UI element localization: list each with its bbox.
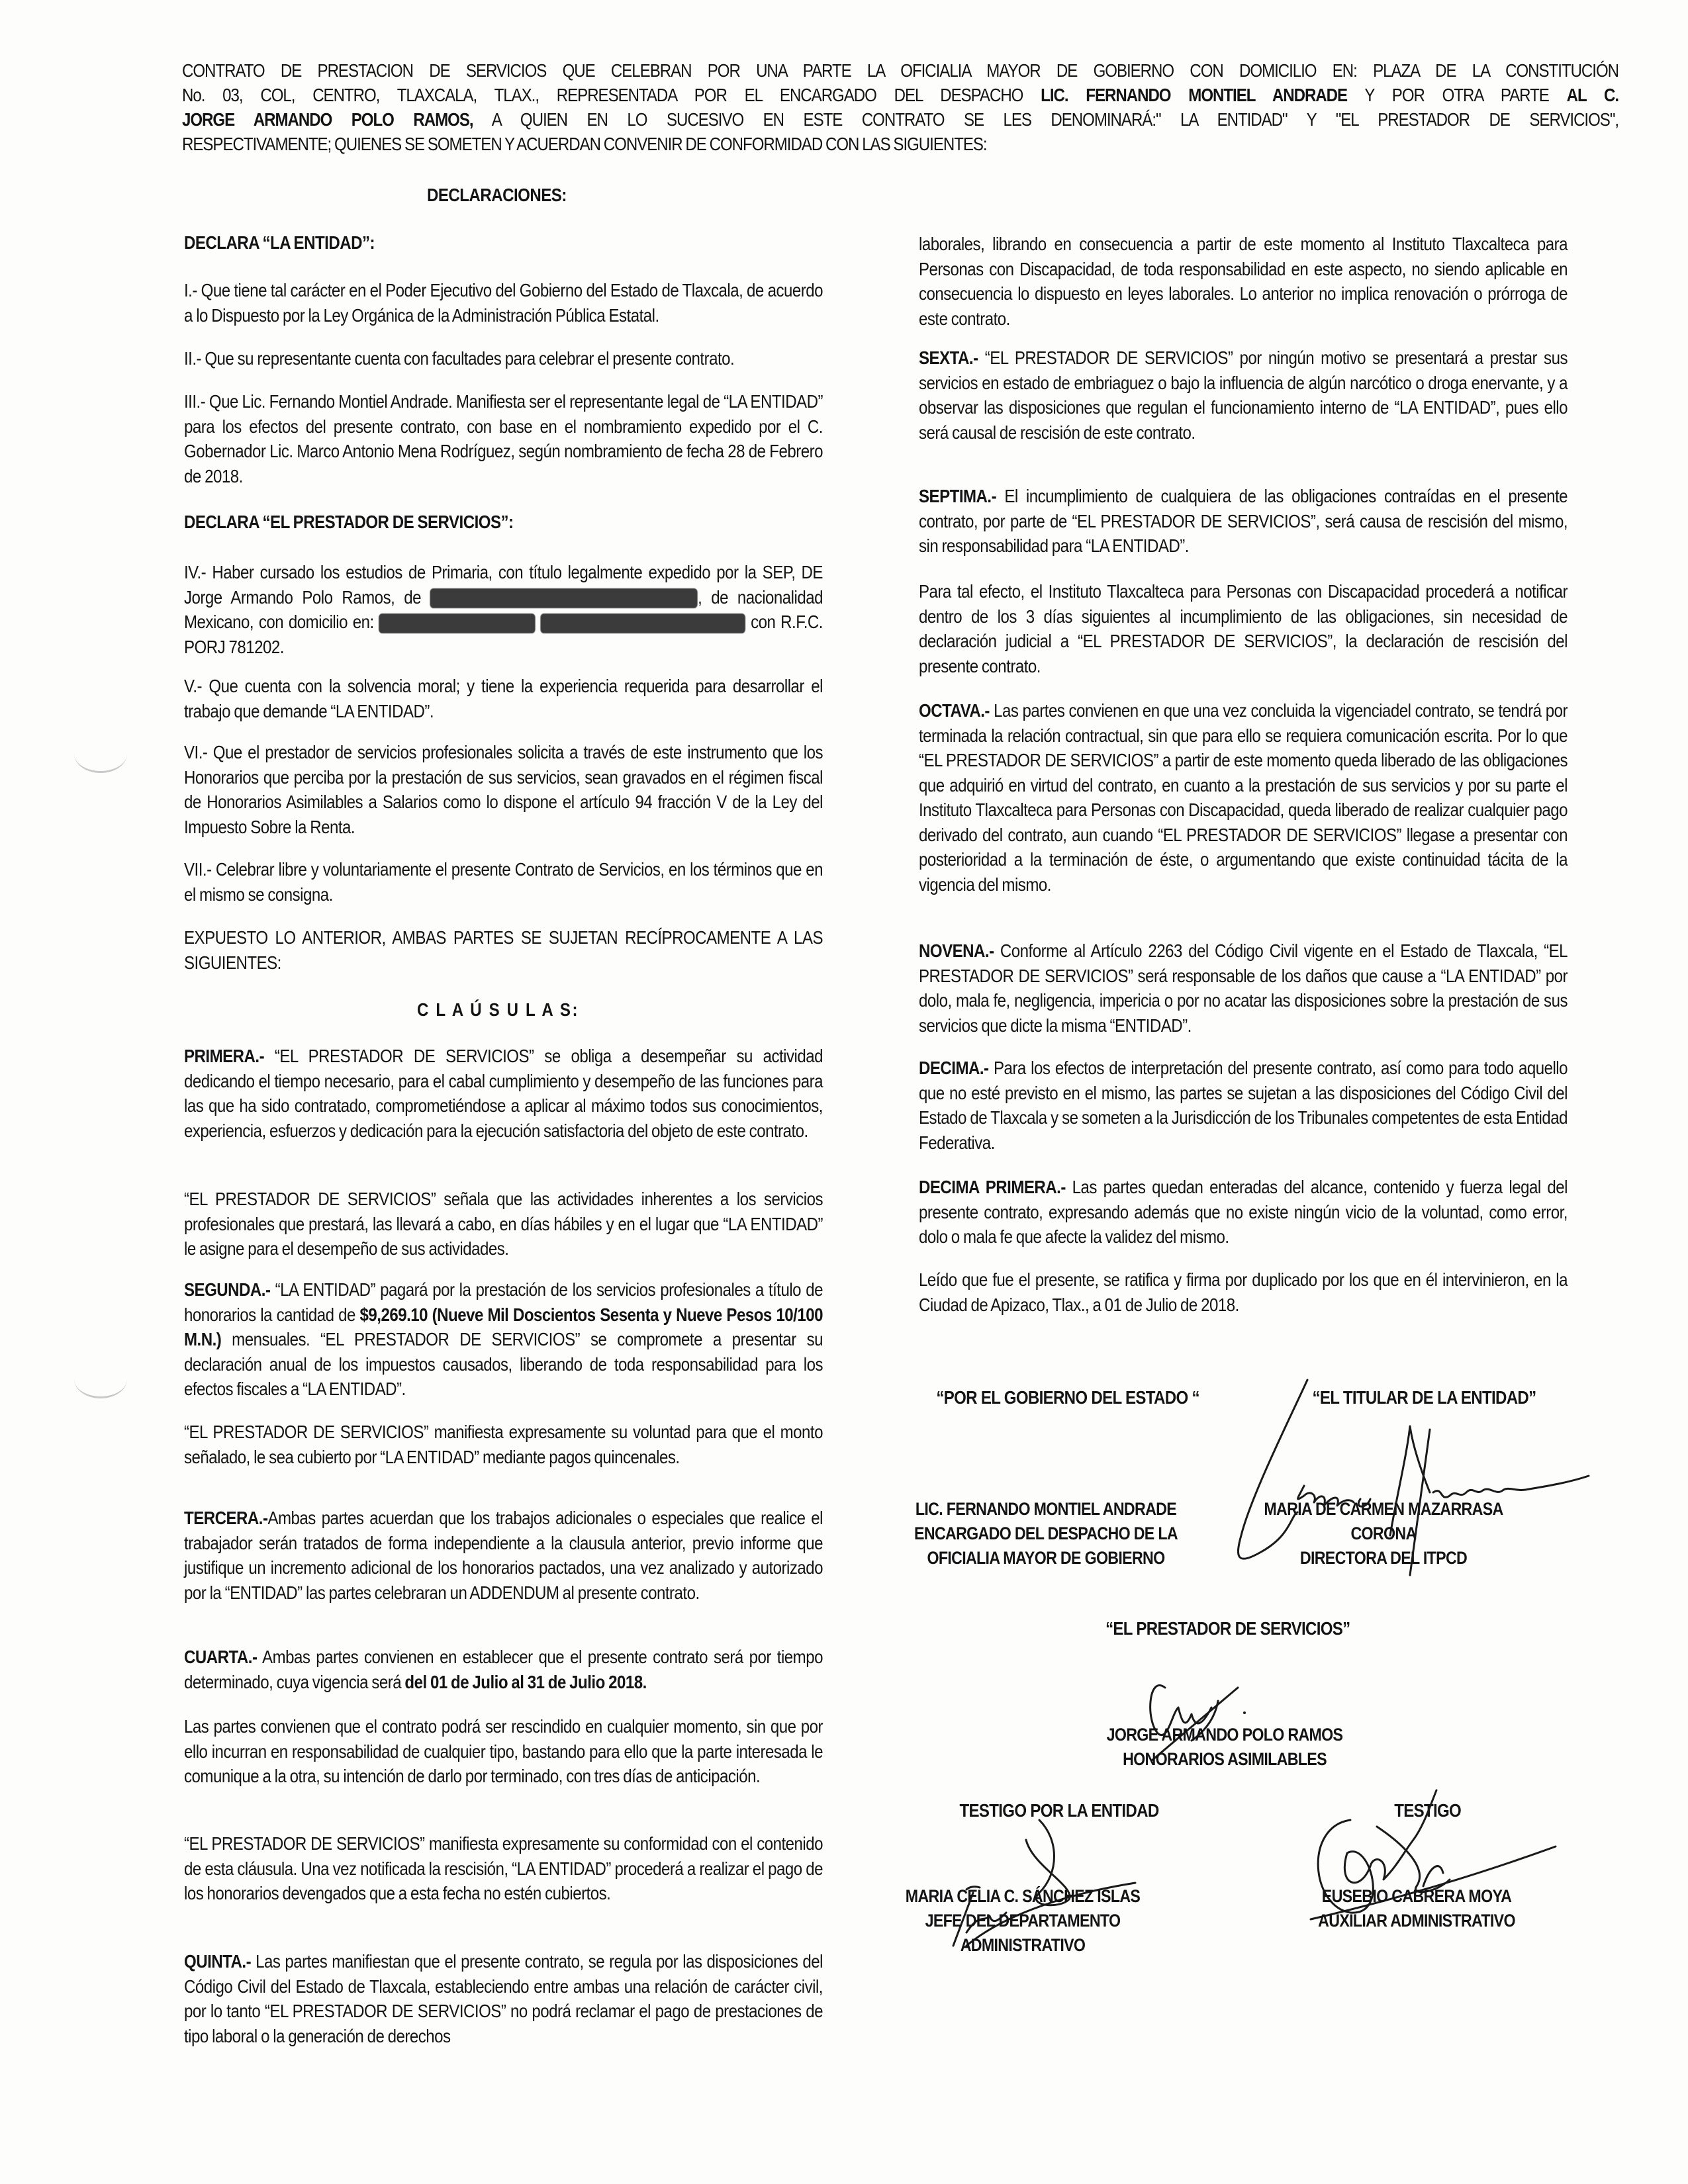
redaction-mark: [430, 588, 698, 608]
header-text: No. 03, COL, CENTRO, TLAXCALA, TLAX., REPRESENTADA POR EL ENCARGADO DEL DESPACHO: [182, 85, 1041, 105]
clausula-primera-2: “EL PRESTADOR DE SERVICIOS” señala que las actividades inherentes a los servicios profesionales que prestará, las llevará a cabo, en días hábiles y en el lugar que “LA ENTIDAD” le asigne para el desempeño de sus actividades.: [184, 1189, 823, 1259]
gobierno-title: “POR EL GOBIERNO DEL ESTADO “: [936, 1387, 1199, 1408]
clausula-decima-primera: [919, 1175, 1568, 1250]
testigo-entidad-name: MARIA CELIA C. SÁNCHEZ ISLAS: [905, 1886, 1141, 1906]
declara-prestador-heading: DECLARA “EL PRESTADOR DE SERVICIOS”:: [184, 512, 514, 532]
fee-amount: $9,269.10 (Nueve Mil Doscientos Sesenta y Nueve Pesos 10/100 M.N.): [184, 1304, 823, 1349]
clausula-text: “LA ENTIDAD” pagará por la prestación de los servicios profesionales a título de honorarios la cantidad de: [184, 1279, 823, 1325]
testigo-title: TESTIGO: [1394, 1800, 1462, 1821]
clausula-segunda: [184, 1277, 823, 1402]
gobierno-signatory: [898, 1497, 1194, 1570]
testigo-entidad-signatory: [895, 1884, 1151, 1958]
clausula-cuarta-2: Las partes convienen que el contrato podrá ser rescindido en cualquier momento, sin que por ello incurran en responsabilidad de cualquier tipo, bastando para ello que la parte interesada le comunique a la otra, su intención de darlo por terminado, con tres días de anticipación.: [184, 1716, 823, 1786]
clausula-label: PRIMERA.-: [184, 1046, 265, 1066]
clausula-septima: [919, 484, 1568, 559]
clausula-label: QUINTA.-: [184, 1951, 252, 1972]
declaracion-III: III.- Que Lic. Fernando Montiel Andrade. Manifiesta ser el representante legal de “LA ENTIDAD” para los efectos del presente contrato, con base en el nombramiento expedido por el C. Gobernador Lic. Marco Antonio Mena Rodríguez, según nombramiento de fecha 28 de Febrero de 2018.: [184, 391, 823, 486]
declaracion-IV-text: IV.- Haber cursado los estudios de Primaria, con título legalmente expedido por la SEP, DE Jorge Armando Polo Ramos, de: [184, 562, 823, 608]
prestador-role: HONORARIOS ASIMILABLES: [1123, 1749, 1327, 1769]
clausula-octava: [919, 698, 1568, 897]
clausula-label: TERCERA.-: [184, 1508, 268, 1528]
clausula-text: El incumplimiento de cualquiera de las obligaciones contraídas en el presente contrato, por parte de “EL PRESTADOR DE SERVICIOS”, será causa de rescisión del mismo, sin responsabilidad para “LA ENTIDAD”.: [919, 486, 1568, 556]
header-line-4: [182, 132, 1618, 156]
prestador-title: “EL PRESTADOR DE SERVICIOS”: [1105, 1618, 1350, 1639]
clausula-segunda-2: “EL PRESTADOR DE SERVICIOS” manifiesta expresamente su voluntad para que el monto señalado, le sea cubierto por “LA ENTIDAD” mediante pagos quincenales.: [184, 1422, 823, 1467]
clausula-quinta-continuation: laborales, librando en consecuencia a partir de este momento al Instituto Tlaxcalteca para Personas con Discapacidad, de toda responsabilidad en este aspecto, no siendo aplicable en consecuencia lo dispuesto en leyes laborales. Lo anterior no implica renovación o prórroga de este contrato.: [919, 234, 1568, 329]
clausulas-title: C L A Ú S U L A S:: [417, 999, 580, 1020]
clausula-text: Para los efectos de interpretación del presente contrato, así como para todo aquello que no esté previsto en el mismo, las partes se sujetan a las disposiciones del Código Civil del Estado de Tlaxcala y se someten a la Jurisdicción de los Tribunales competentes de esta Entidad Federativa.: [919, 1058, 1568, 1153]
clausula-text: “EL PRESTADOR DE SERVICIOS” se obliga a desempeñar su actividad dedicando el tiempo necesario, para el cabal cumplimiento y desempeño de las funciones para las que ha sido contratado, comprometiéndose a aplicar al máximo todos sus conocimientos, experiencia, esfuerzos y dedicación para la ejecución satisfactoria del objeto de este contrato.: [184, 1046, 823, 1141]
clausula-decima: [919, 1056, 1568, 1155]
testigo-entidad-title: TESTIGO POR LA ENTIDAD: [959, 1800, 1159, 1821]
prestador-name: JORGE ARMANDO POLO RAMOS: [1106, 1725, 1343, 1745]
titular-name: MARIA DE CARMEN MAZARRASA: [1264, 1499, 1503, 1519]
declaracion-IV: [184, 560, 823, 659]
clausula-quinta: [184, 1949, 823, 2048]
gobierno-role: OFICIALIA MAYOR DE GOBIERNO: [927, 1548, 1165, 1568]
header-representative: LIC. FERNANDO MONTIEL ANDRADE: [1041, 85, 1348, 105]
declaracion-V: V.- Que cuenta con la solvencia moral; y tiene la experiencia requerida para desarrollar el trabajo que demande “LA ENTIDAD”.: [184, 676, 823, 721]
clausula-text: Ambas partes acuerdan que los trabajos adicionales o especiales que realice el trabajador serán tratados de forma independiente a la clausula anterior, previo informe que justifique un incremento adicional de los honorarios pactados, una vez analizado y autorizado por la “ENTIDAD” las partes celebraran un ADDENDUM al presente contrato.: [184, 1508, 823, 1603]
clausula-cuarta: [184, 1645, 823, 1694]
redaction-mark: [379, 614, 536, 633]
header-text: RESPECTIVAMENTE; QUIENES SE SOMETEN Y ACUERDAN CONVENIR DE CONFORMIDAD CON LAS SIGUIENTES:: [182, 134, 987, 154]
clausula-text: Ambas partes convienen en establecer que el presente contrato será por tiempo determinado, cuya vigencia será: [184, 1647, 823, 1692]
declara-entidad-heading: DECLARA “LA ENTIDAD”:: [184, 232, 375, 253]
clausula-label: SEXTA.-: [919, 347, 978, 368]
punch-hole-mark: [74, 1360, 127, 1398]
clausula-primera: [184, 1044, 823, 1143]
clausula-label: SEGUNDA.-: [184, 1279, 271, 1300]
header-line-3: [182, 107, 1618, 132]
testigo-signatory: [1291, 1884, 1542, 1933]
clausula-novena: [919, 938, 1568, 1038]
titular-signature: [1211, 1377, 1609, 1588]
expuesto-paragraph: EXPUESTO LO ANTERIOR, AMBAS PARTES SE SUJETAN RECÍPROCAMENTE A LAS SIGUIENTES:: [184, 927, 823, 973]
clausula-label: DECIMA PRIMERA.-: [919, 1177, 1066, 1197]
prestador-signatory: [1065, 1723, 1384, 1772]
testigo-name: EUSEBIO CABRERA MOYA: [1321, 1886, 1512, 1906]
declaracion-VI: VI.- Que el prestador de servicios profesionales solicita a través de este instrumento que los Honorarios que perciba por la prestación de sus servicios, sean gravados en el régimen fiscal de Honorarios Asimilables a Salarios como lo dispone el artículo 94 fracción V de la Ley del Impuesto Sobre la Renta.: [184, 742, 823, 837]
declaracion-I: I.- Que tiene tal carácter en el Poder Ejecutivo del Gobierno del Estado de Tlaxcala, de acuerdo a lo Dispuesto por la Ley Orgánica de la Administración Pública Estatal.: [184, 280, 823, 326]
clausula-text: mensuales. “EL PRESTADOR DE SERVICIOS” se compromete a presentar su declaración anual de los impuestos causados, liberando de toda responsabilidad para los efectos fiscales a “LA ENTIDAD”.: [184, 1329, 823, 1399]
clausula-sexta: [919, 345, 1568, 445]
gobierno-role: ENCARGADO DEL DESPACHO DE LA: [914, 1524, 1178, 1543]
clausula-tercera: [184, 1506, 823, 1605]
clausula-label: CUARTA.-: [184, 1647, 258, 1667]
header-provider-name: JORGE ARMANDO POLO RAMOS,: [182, 109, 473, 130]
header-text: AL C.: [1566, 85, 1618, 105]
clausula-text: Conforme al Artículo 2263 del Código Civil vigente en el Estado de Tlaxcala, “EL PRESTADOR DE SERVICIOS” será responsable de los daños que cause a “LA ENTIDAD” por dolo, mala fe, negligencia, impericia o por no acatar las disposiciones sobre la prestación de sus servicios que dicte la misma “ENTIDAD”.: [919, 940, 1568, 1036]
titular-title: “EL TITULAR DE LA ENTIDAD”: [1312, 1387, 1536, 1408]
testigo-role: AUXILIAR ADMINISTRATIVO: [1318, 1911, 1515, 1931]
clausula-text: Las partes convienen en que una vez concluida la vigenciadel contrato, se tendrá por terminada la relación contractual, sin que para ello se requiera comunicación escrita. Por lo que “EL PRESTADOR DE SERVICIOS” a partir de este momento queda liberado de las obligaciones que adquirió en virtud del contrato, en cuanto a la prestación de sus servicios y por su parte el Instituto Tlaxcalteca para Personas con Discapacidad, queda liberado de realizar cualquier pago derivado del contrato, aun cuando “EL PRESTADOR DE SERVICIOS” llegase a presentar con posterioridad a la terminación de éste, o argumentando que existe continuidad tácita de la vigencia del mismo.: [919, 700, 1568, 895]
header-text: Y POR OTRA PARTE: [1347, 85, 1567, 105]
testigo-entidad-role: JEFE DEL DEPARTAMENTO: [925, 1911, 1121, 1931]
testigo-entidad-role: ADMINISTRATIVO: [960, 1935, 1086, 1955]
clausula-text: “EL PRESTADOR DE SERVICIOS” por ningún motivo se presentará a prestar sus servicios en estado de embriaguez o bajo la influencia de algún narcótico o droga enervante, y a observar las disposiciones que regulan el funcionamiento interno de “LA ENTIDAD”, pues ello será causal de rescisión de este contrato.: [919, 347, 1568, 443]
contract-term: del 01 de Julio al 31 de Julio 2018.: [404, 1671, 647, 1692]
header-line-2: [182, 83, 1618, 107]
declaracion-IV-text: , de nacionalidad Mexicano, con domicilio en:: [184, 586, 823, 632]
contract-header: [182, 58, 1618, 156]
closing-paragraph: Leído que fue el presente, se ratifica y firma por duplicado por los que en él intervinieron, en la Ciudad de Apizaco, Tlax., a 01 de Julio de 2018.: [919, 1269, 1568, 1315]
titular-name: CORONA: [1350, 1524, 1417, 1543]
gobierno-name: LIC. FERNANDO MONTIEL ANDRADE: [915, 1499, 1177, 1519]
clausula-cuarta-3: “EL PRESTADOR DE SERVICIOS” manifiesta expresamente su conformidad con el contenido de esta cláusula. Una vez notificada la rescisión, “LA ENTIDAD” procederá a realizar el pago de los honorarios devengados que a esta fecha no estén cubiertos.: [184, 1833, 823, 1903]
declaraciones-title: DECLARACIONES:: [427, 185, 567, 205]
clausula-text: Las partes quedan enteradas del alcance, contenido y fuerza legal del presente contrato, expresando además que no existe ningún vicio de la voluntad, como error, dolo o mala fe que afecte la validez del mismo.: [919, 1177, 1568, 1247]
clausula-label: SEPTIMA.-: [919, 486, 997, 506]
header-line-1: [182, 58, 1618, 83]
clausula-septima-2: Para tal efecto, el Instituto Tlaxcalteca para Personas con Discapacidad procederá a notificar dentro de los 3 días siguientes al incumplimiento de las obligaciones, sin necesidad de declaración judicial a “EL PRESTADOR DE SERVICIOS”, la declaración de rescisión del presente contrato.: [919, 581, 1568, 676]
declaracion-IV-rfc: con R.F.C. PORJ 781202.: [184, 612, 823, 657]
header-text: CONTRATO DE PRESTACION DE SERVICIOS QUE CELEBRAN POR UNA PARTE LA OFICIALIA MAYOR DE GOBIERNO CON DOMICILIO EN: PLAZA DE LA CONSTITUCIÓN: [182, 60, 1618, 81]
punch-hole-mark: [74, 735, 127, 773]
clausula-text: Las partes manifiestan que el presente contrato, se regula por las disposiciones del Código Civil del Estado de Tlaxcala, estableciendo entre ambas una relación de carácter civil, por lo tanto “EL PRESTADOR DE SERVICIOS” no podrá reclamar el pago de prestaciones de tipo laboral o la generación de derechos: [184, 1951, 823, 2046]
titular-role: DIRECTORA DEL ITPCD: [1299, 1548, 1468, 1568]
redaction-mark: [541, 614, 746, 633]
declaracion-VII: VII.- Celebrar libre y voluntariamente el presente Contrato de Servicios, en los términos que en el mismo se consigna.: [184, 859, 823, 905]
clausula-label: DECIMA.-: [919, 1058, 989, 1078]
clausula-label: OCTAVA.-: [919, 700, 990, 721]
declaracion-II: II.- Que su representante cuenta con facultades para celebrar el presente contrato.: [184, 348, 735, 369]
header-text: A QUIEN EN LO SUCESIVO EN ESTE CONTRATO SE LES DENOMINARÁ:" LA ENTIDAD" Y "EL PRESTADOR DE SERVICIOS",: [473, 109, 1618, 130]
clausula-label: NOVENA.-: [919, 940, 994, 961]
